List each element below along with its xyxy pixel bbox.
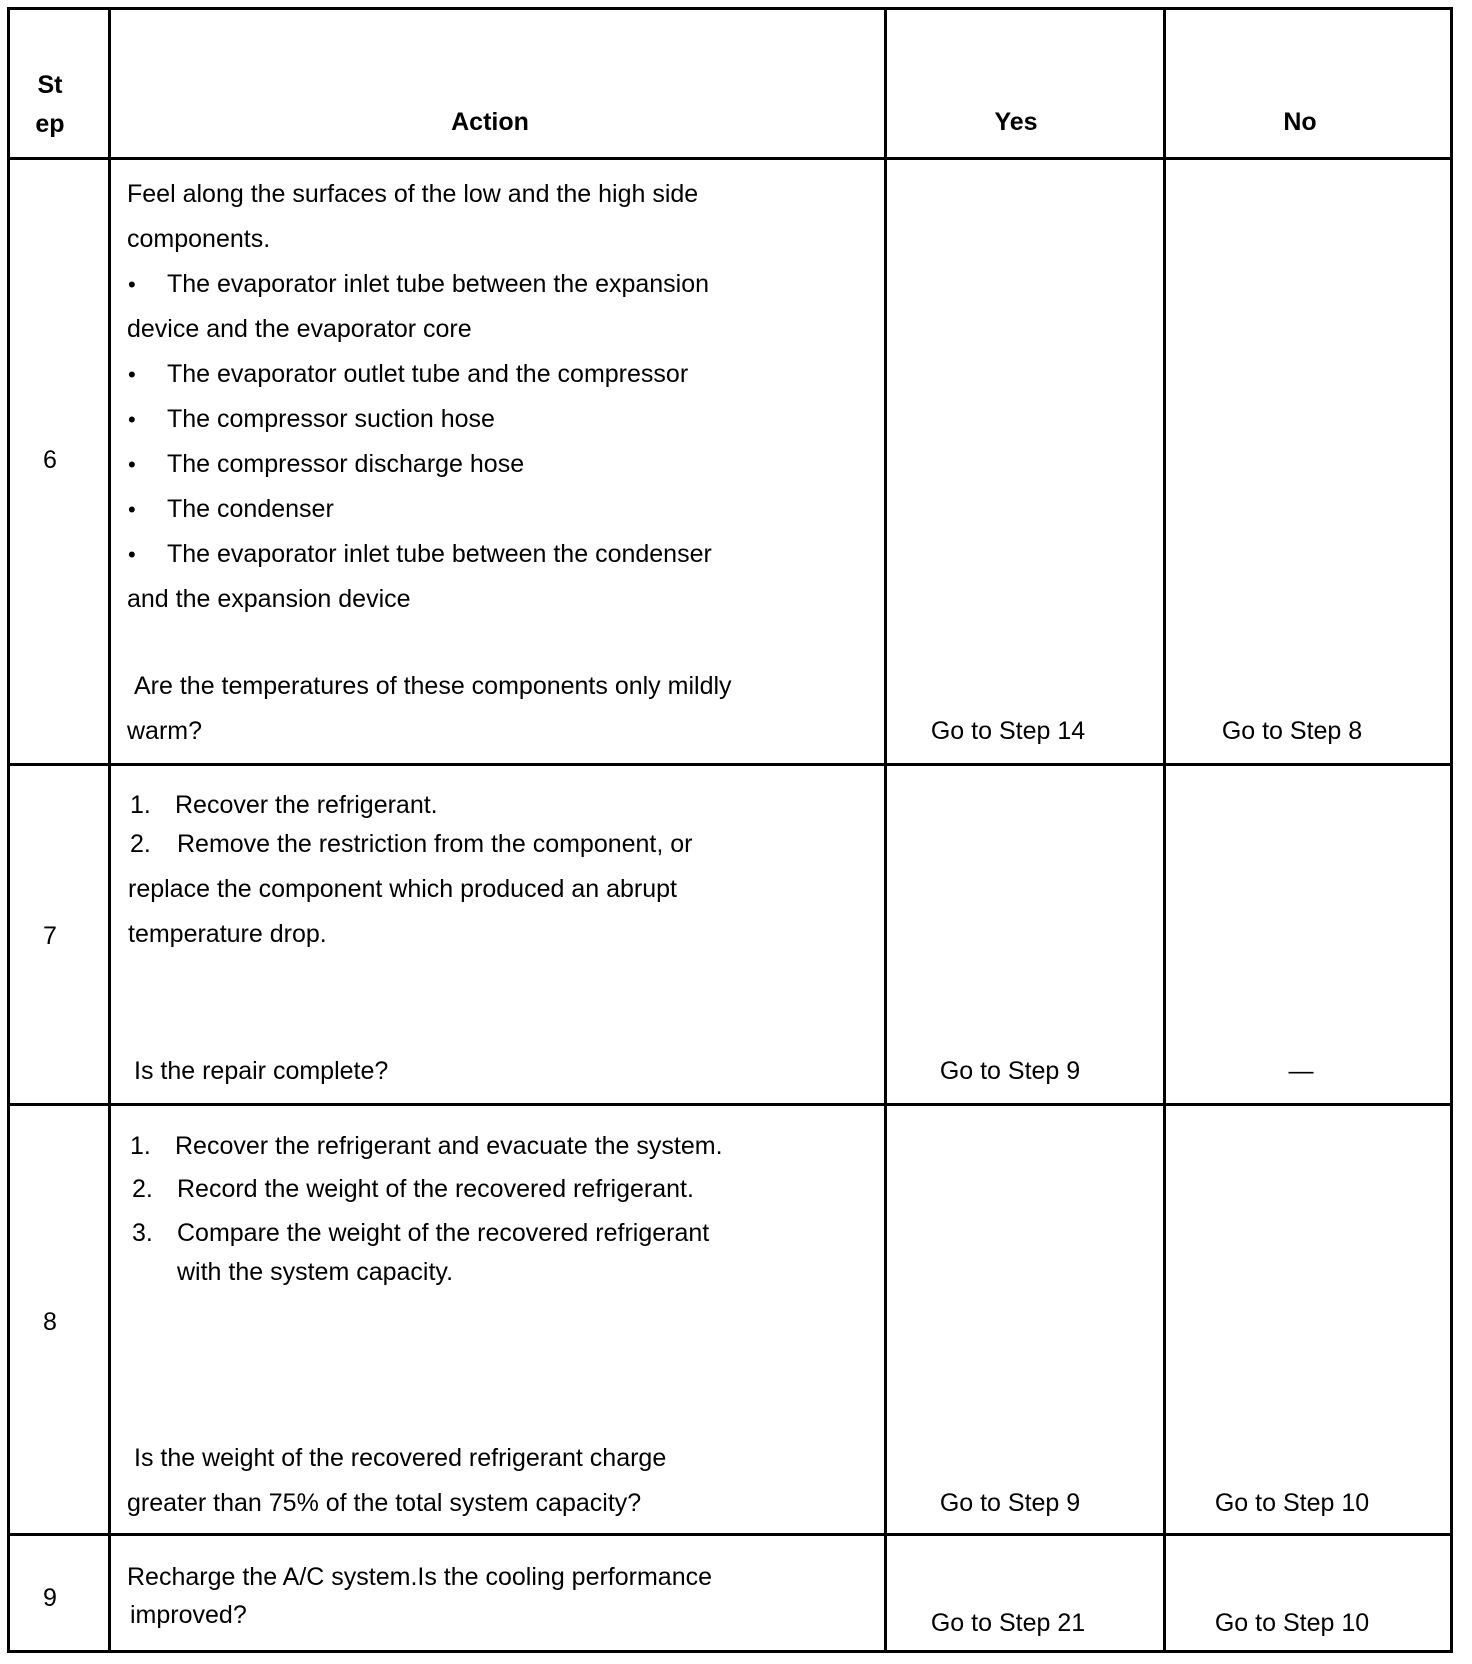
- column-divider: [108, 7, 111, 1653]
- action-text: device and the evaporator core: [127, 315, 472, 343]
- yes-result: Go to Step 21: [930, 1609, 1086, 1637]
- list-item-text: Recover the refrigerant.: [175, 791, 438, 819]
- bullet-text: The condenser: [167, 495, 334, 523]
- list-item-text: Compare the weight of the recovered refrigerant: [177, 1219, 710, 1247]
- no-result: Go to Step 10: [1214, 1489, 1370, 1517]
- action-text: Recharge the A/C system.Is the cooling performance: [127, 1563, 713, 1591]
- step-number: 8: [43, 1308, 57, 1336]
- action-text: components.: [127, 225, 271, 253]
- row-divider: [7, 1533, 1453, 1536]
- table-border-left: [7, 7, 10, 1653]
- table-border-bottom: [7, 1650, 1453, 1653]
- header-action: Action: [451, 108, 529, 136]
- row-divider: [7, 1103, 1453, 1106]
- bullet-icon: •: [128, 497, 136, 522]
- action-text: replace the component which produced an abrupt: [128, 875, 677, 903]
- step-number: 6: [43, 446, 57, 474]
- column-divider: [1163, 7, 1166, 1653]
- column-divider: [884, 7, 887, 1653]
- question-text: warm?: [127, 717, 203, 745]
- table-border-right: [1450, 7, 1453, 1653]
- list-number: 1.: [130, 791, 151, 819]
- bullet-icon: •: [128, 407, 136, 432]
- header-yes: Yes: [994, 108, 1038, 136]
- list-number: 2.: [130, 830, 151, 858]
- question-text: greater than 75% of the total system capacity?: [127, 1489, 642, 1517]
- action-text: improved?: [130, 1601, 247, 1629]
- bullet-text: The evaporator outlet tube and the compressor: [167, 360, 689, 388]
- yes-result: Go to Step 14: [930, 717, 1086, 745]
- bullet-icon: •: [128, 452, 136, 477]
- list-item-text: Recover the refrigerant and evacuate the system.: [175, 1132, 723, 1160]
- row-divider: [7, 157, 1453, 160]
- list-number: 1.: [130, 1132, 151, 1160]
- list-item-text: Remove the restriction from the component, or: [177, 830, 693, 858]
- row-divider: [7, 763, 1453, 766]
- bullet-icon: •: [128, 272, 136, 297]
- bullet-text: The evaporator inlet tube between the expansion: [167, 270, 710, 298]
- list-item-continuation: with the system capacity.: [177, 1258, 454, 1286]
- no-result: Go to Step 10: [1214, 1609, 1370, 1637]
- question-text: Is the repair complete?: [134, 1057, 389, 1085]
- action-text: temperature drop.: [128, 920, 327, 948]
- yes-result: Go to Step 9: [939, 1489, 1081, 1517]
- list-number: 2.: [132, 1175, 153, 1203]
- header-step-line1: St: [37, 71, 63, 99]
- step-number: 9: [43, 1584, 57, 1612]
- bullet-text: The evaporator inlet tube between the condenser: [167, 540, 712, 568]
- no-result: Go to Step 8: [1221, 717, 1363, 745]
- bullet-icon: •: [128, 362, 136, 387]
- bullet-text: The compressor discharge hose: [167, 450, 525, 478]
- list-number: 3.: [132, 1219, 153, 1247]
- yes-result: Go to Step 9: [939, 1057, 1081, 1085]
- question-text: Is the weight of the recovered refrigerant charge: [134, 1444, 667, 1472]
- header-no: No: [1283, 108, 1317, 136]
- question-text: Are the temperatures of these components only mildly: [134, 672, 732, 700]
- bullet-text: The compressor suction hose: [167, 405, 495, 433]
- list-item-text: Record the weight of the recovered refrigerant.: [177, 1175, 694, 1203]
- bullet-icon: •: [128, 542, 136, 567]
- no-result: —: [1288, 1057, 1314, 1085]
- action-text: Feel along the surfaces of the low and the high side: [127, 180, 699, 208]
- action-text: and the expansion device: [127, 585, 411, 613]
- table-border-top: [7, 7, 1453, 10]
- step-number: 7: [43, 922, 57, 950]
- header-step-line2: ep: [35, 110, 65, 138]
